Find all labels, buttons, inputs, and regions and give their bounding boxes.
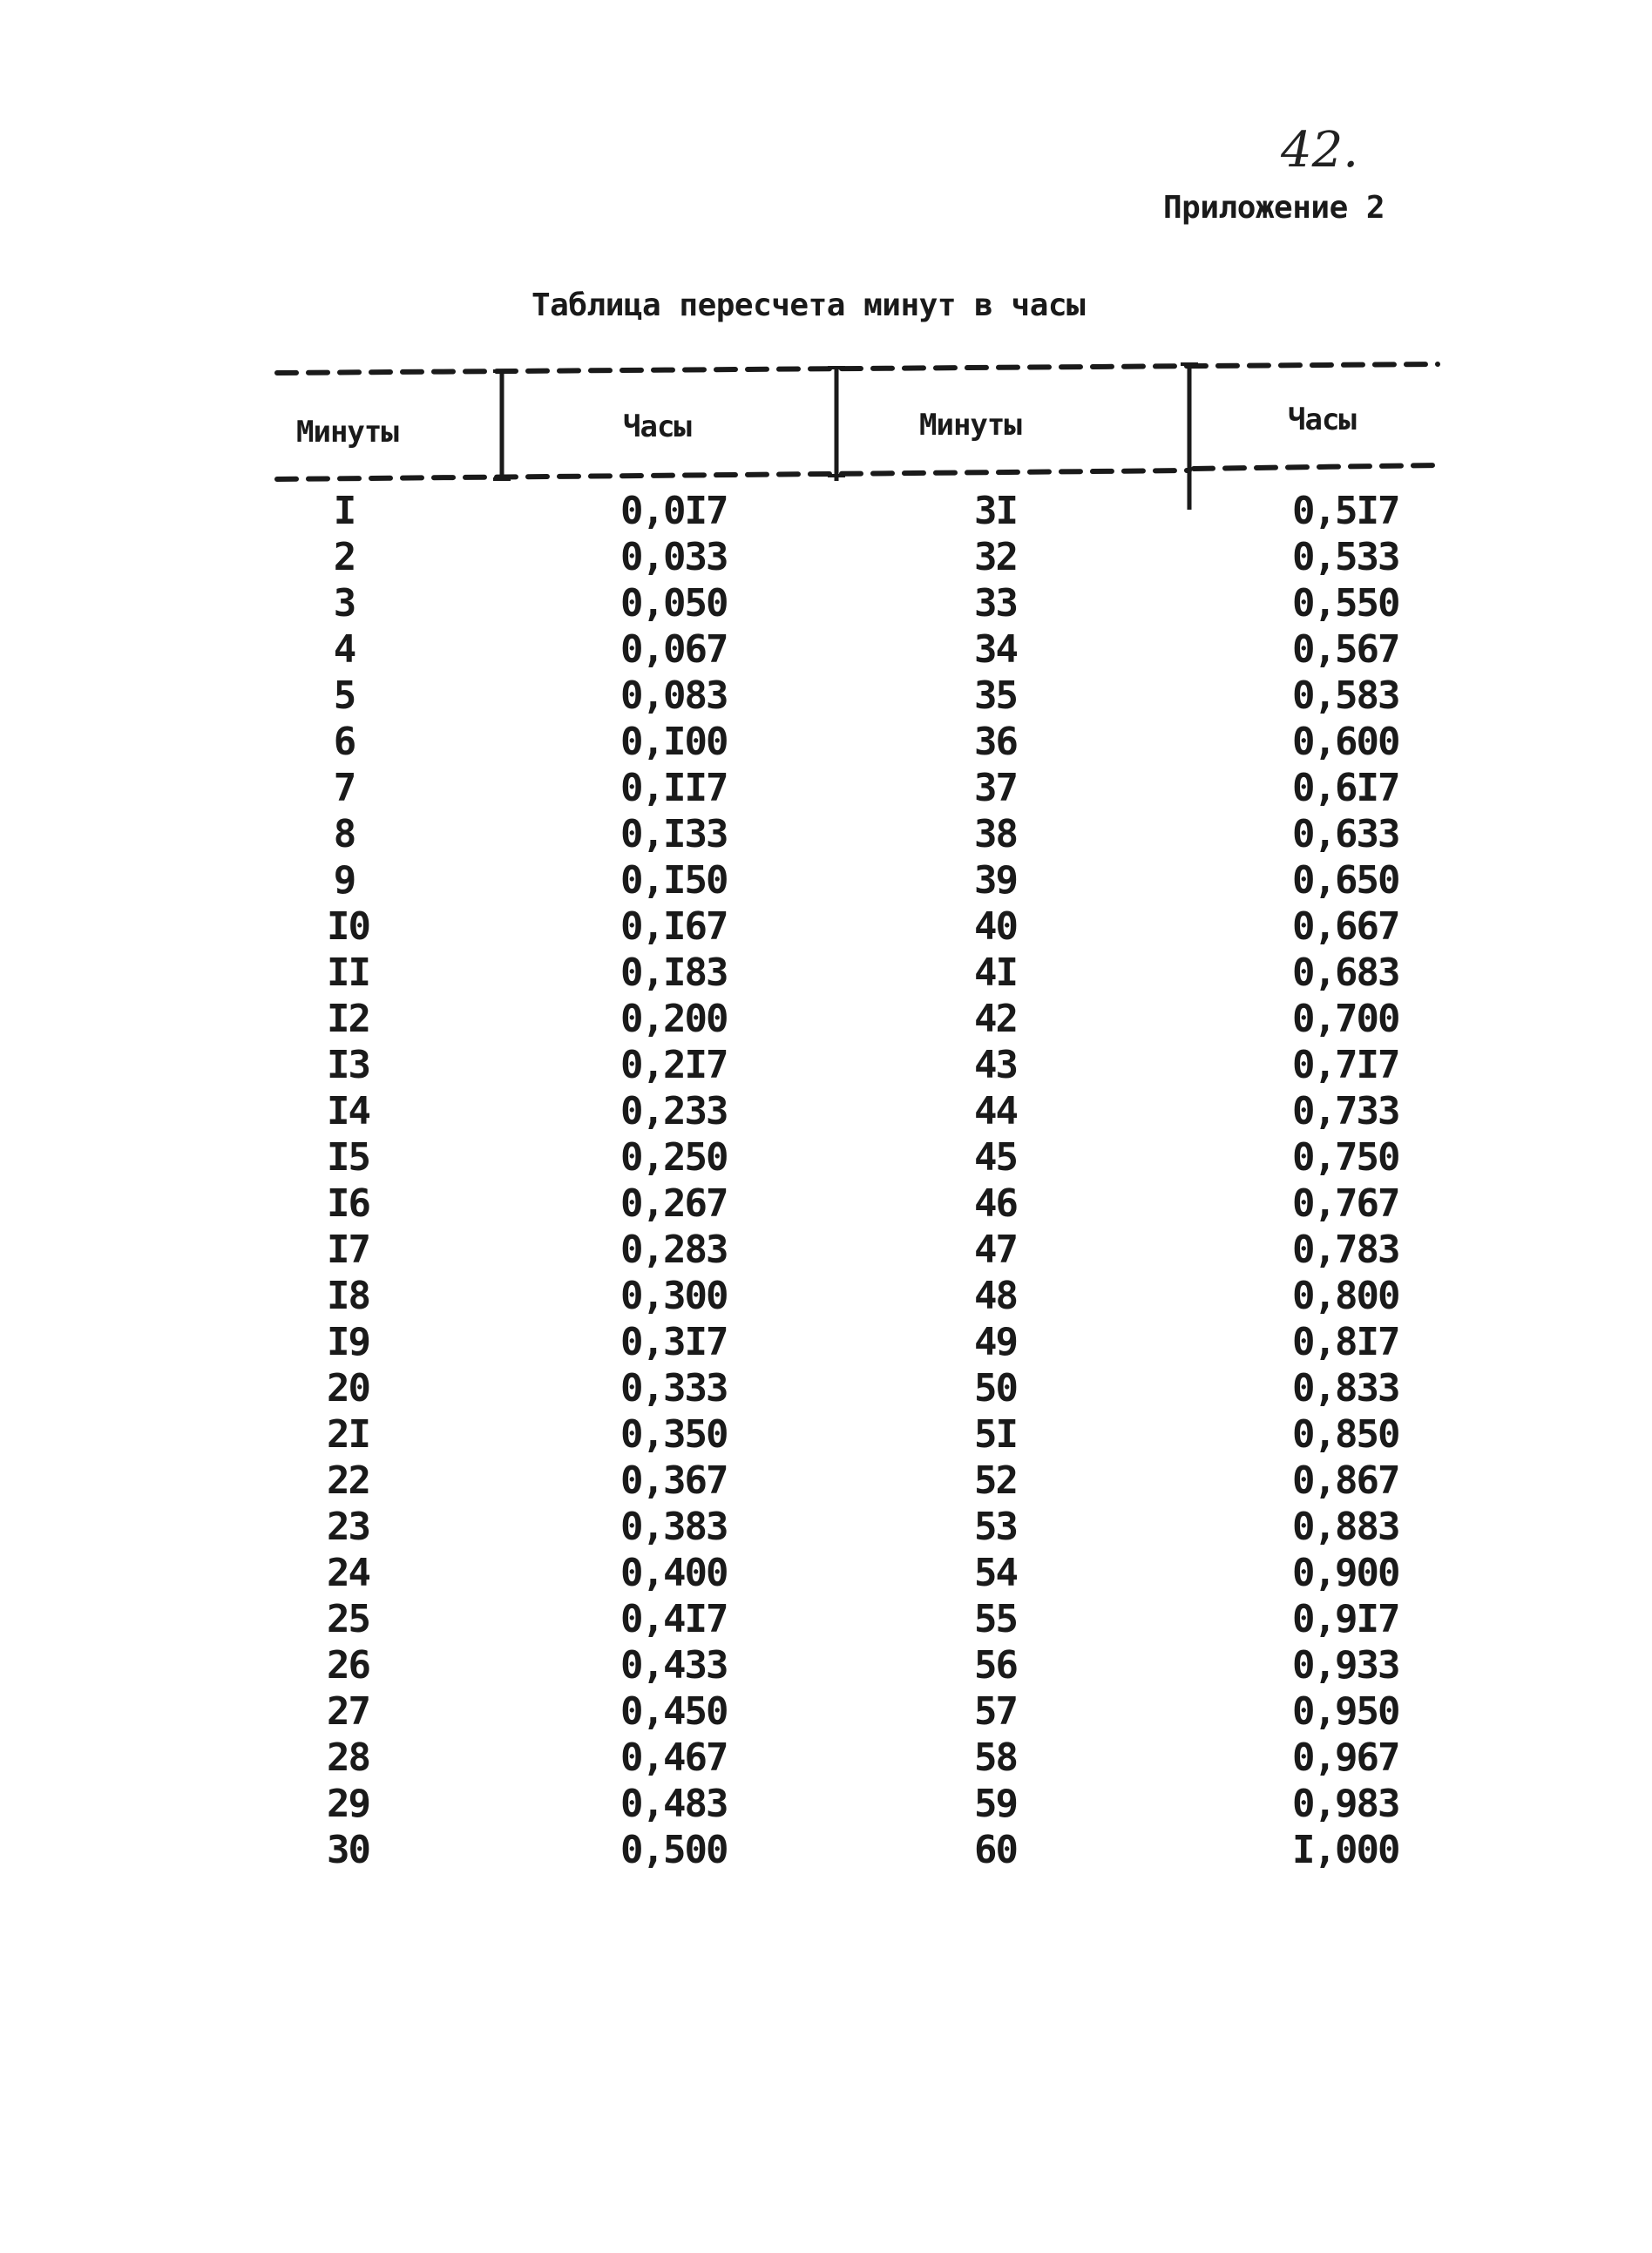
hours-cell: 0,250 bbox=[620, 1135, 728, 1180]
minutes-cell: 5I bbox=[974, 1412, 1017, 1457]
hours-cell: 0,450 bbox=[620, 1689, 728, 1734]
minutes-cell: 4I bbox=[974, 951, 1017, 995]
header-hours-2: Часы bbox=[1288, 403, 1356, 437]
minutes-cell: I bbox=[333, 489, 355, 533]
minutes-cell: 20 bbox=[327, 1366, 369, 1411]
minutes-cell: 2 bbox=[333, 535, 355, 579]
table-row bbox=[0, 950, 1652, 996]
header-bottom-rule-right bbox=[1194, 465, 1438, 469]
hours-cell: I,000 bbox=[1292, 1828, 1399, 1872]
minutes-cell: 30 bbox=[327, 1828, 369, 1872]
minutes-cell: 58 bbox=[974, 1735, 1017, 1780]
hours-cell: 0,833 bbox=[1292, 1366, 1399, 1411]
hours-cell: 0,0I7 bbox=[620, 489, 728, 533]
table-row bbox=[0, 1088, 1652, 1134]
minutes-cell: I0 bbox=[327, 904, 369, 949]
minutes-cell: 3I bbox=[974, 489, 1017, 533]
minutes-cell: 60 bbox=[974, 1828, 1017, 1872]
hours-cell: 0,5I7 bbox=[1292, 489, 1399, 533]
minutes-cell: 6 bbox=[333, 720, 355, 764]
hours-cell: 0,567 bbox=[1292, 627, 1399, 672]
table-row bbox=[0, 719, 1652, 765]
table-row bbox=[0, 996, 1652, 1042]
hours-cell: 0,I00 bbox=[620, 720, 728, 764]
hours-cell: 0,850 bbox=[1292, 1412, 1399, 1457]
header-bottom-rule-left bbox=[277, 470, 1189, 479]
hours-cell: 0,9I7 bbox=[1292, 1597, 1399, 1641]
minutes-cell: 36 bbox=[974, 720, 1017, 764]
minutes-cell: 34 bbox=[974, 627, 1017, 672]
minutes-cell: 50 bbox=[974, 1366, 1017, 1411]
header-hours-1: Часы bbox=[623, 409, 691, 444]
appendix-label: Приложение 2 bbox=[1163, 190, 1385, 226]
table-row bbox=[0, 1642, 1652, 1688]
hours-cell: 0,II7 bbox=[620, 766, 728, 810]
minutes-cell: 44 bbox=[974, 1089, 1017, 1133]
minutes-cell: 33 bbox=[974, 581, 1017, 626]
minutes-cell: 39 bbox=[974, 858, 1017, 903]
hours-cell: 0,050 bbox=[620, 581, 728, 626]
minutes-cell: 8 bbox=[333, 812, 355, 856]
table-row bbox=[0, 1411, 1652, 1458]
hours-cell: 0,933 bbox=[1292, 1643, 1399, 1688]
hours-cell: 0,I33 bbox=[620, 812, 728, 856]
minutes-cell: I4 bbox=[327, 1089, 369, 1133]
minutes-cell: 26 bbox=[327, 1643, 369, 1688]
minutes-cell: I9 bbox=[327, 1320, 369, 1364]
table-row bbox=[0, 1827, 1652, 1873]
minutes-cell: 9 bbox=[333, 858, 355, 903]
hours-cell: 0,033 bbox=[620, 535, 728, 579]
hours-cell: 0,700 bbox=[1292, 997, 1399, 1041]
hours-cell: 0,I83 bbox=[620, 951, 728, 995]
hours-cell: 0,533 bbox=[1292, 535, 1399, 579]
hours-cell: 0,867 bbox=[1292, 1458, 1399, 1503]
table-row bbox=[0, 488, 1652, 534]
minutes-cell: 53 bbox=[974, 1505, 1017, 1549]
hours-cell: 0,300 bbox=[620, 1274, 728, 1318]
table-title: Таблица пересчета минут в часы bbox=[531, 288, 1086, 323]
hours-cell: 0,967 bbox=[1292, 1735, 1399, 1780]
hours-cell: 0,483 bbox=[620, 1782, 728, 1826]
minutes-cell: 4 bbox=[333, 627, 355, 672]
minutes-cell: 32 bbox=[974, 535, 1017, 579]
hours-cell: 0,I50 bbox=[620, 858, 728, 903]
minutes-cell: 47 bbox=[974, 1228, 1017, 1272]
minutes-cell: I5 bbox=[327, 1135, 369, 1180]
table-row bbox=[0, 1596, 1652, 1642]
minutes-cell: 48 bbox=[974, 1274, 1017, 1318]
header-minutes-2: Минуты bbox=[919, 408, 1021, 443]
table-row bbox=[0, 1181, 1652, 1227]
hours-cell: 0,7I7 bbox=[1292, 1043, 1399, 1087]
minutes-cell: 43 bbox=[974, 1043, 1017, 1087]
hours-cell: 0,983 bbox=[1292, 1782, 1399, 1826]
table-row bbox=[0, 1365, 1652, 1411]
table-row bbox=[0, 1458, 1652, 1504]
table-row bbox=[0, 903, 1652, 950]
hours-cell: 0,200 bbox=[620, 997, 728, 1041]
hours-cell: 0,750 bbox=[1292, 1135, 1399, 1180]
hours-cell: 0,433 bbox=[620, 1643, 728, 1688]
minutes-cell: 46 bbox=[974, 1181, 1017, 1226]
minutes-cell: I7 bbox=[327, 1228, 369, 1272]
table-row bbox=[0, 1504, 1652, 1550]
hours-cell: 0,683 bbox=[1292, 951, 1399, 995]
minutes-cell: 23 bbox=[327, 1505, 369, 1549]
table-row bbox=[0, 1735, 1652, 1781]
hours-cell: 0,800 bbox=[1292, 1274, 1399, 1318]
table-row bbox=[0, 534, 1652, 580]
hours-cell: 0,383 bbox=[620, 1505, 728, 1549]
hours-cell: 0,400 bbox=[620, 1551, 728, 1595]
hours-cell: 0,583 bbox=[1292, 673, 1399, 718]
table-row bbox=[0, 1550, 1652, 1596]
minutes-cell: 35 bbox=[974, 673, 1017, 718]
minutes-cell: 22 bbox=[327, 1458, 369, 1503]
minutes-cell: II bbox=[327, 951, 369, 995]
hours-cell: 0,467 bbox=[620, 1735, 728, 1780]
table-row bbox=[0, 1273, 1652, 1319]
hours-cell: 0,267 bbox=[620, 1181, 728, 1226]
hours-cell: 0,3I7 bbox=[620, 1320, 728, 1364]
minutes-cell: 55 bbox=[974, 1597, 1017, 1641]
minutes-cell: 24 bbox=[327, 1551, 369, 1595]
table-row bbox=[0, 811, 1652, 857]
hours-cell: 0,233 bbox=[620, 1089, 728, 1133]
minutes-cell: 59 bbox=[974, 1782, 1017, 1826]
minutes-cell: 56 bbox=[974, 1643, 1017, 1688]
hours-cell: 0,767 bbox=[1292, 1181, 1399, 1226]
minutes-cell: I6 bbox=[327, 1181, 369, 1226]
table-row bbox=[0, 1134, 1652, 1181]
hours-cell: 0,550 bbox=[1292, 581, 1399, 626]
table-row bbox=[0, 580, 1652, 626]
hours-cell: 0,367 bbox=[620, 1458, 728, 1503]
minutes-cell: 40 bbox=[974, 904, 1017, 949]
hours-cell: 0,283 bbox=[620, 1228, 728, 1272]
hours-cell: 0,650 bbox=[1292, 858, 1399, 903]
minutes-cell: 57 bbox=[974, 1689, 1017, 1734]
hours-cell: 0,600 bbox=[1292, 720, 1399, 764]
hours-cell: 0,083 bbox=[620, 673, 728, 718]
minutes-cell: 49 bbox=[974, 1320, 1017, 1364]
hours-cell: 0,067 bbox=[620, 627, 728, 672]
hours-cell: 0,333 bbox=[620, 1366, 728, 1411]
minutes-cell: 54 bbox=[974, 1551, 1017, 1595]
hours-cell: 0,667 bbox=[1292, 904, 1399, 949]
minutes-cell: 25 bbox=[327, 1597, 369, 1641]
hours-cell: 0,900 bbox=[1292, 1551, 1399, 1595]
table-row bbox=[0, 1688, 1652, 1735]
hours-cell: 0,733 bbox=[1292, 1089, 1399, 1133]
hours-cell: 0,4I7 bbox=[620, 1597, 728, 1641]
table-row bbox=[0, 1042, 1652, 1088]
hours-cell: 0,I67 bbox=[620, 904, 728, 949]
minutes-cell: 37 bbox=[974, 766, 1017, 810]
minutes-cell: 7 bbox=[333, 766, 355, 810]
table-row bbox=[0, 1781, 1652, 1827]
hours-cell: 0,950 bbox=[1292, 1689, 1399, 1734]
hours-cell: 0,883 bbox=[1292, 1505, 1399, 1549]
minutes-cell: I2 bbox=[327, 997, 369, 1041]
table-row bbox=[0, 857, 1652, 903]
minutes-cell: 29 bbox=[327, 1782, 369, 1826]
minutes-cell: 45 bbox=[974, 1135, 1017, 1180]
minutes-cell: I8 bbox=[327, 1274, 369, 1318]
hours-cell: 0,8I7 bbox=[1292, 1320, 1399, 1364]
minutes-cell: 27 bbox=[327, 1689, 369, 1734]
minutes-cell: 42 bbox=[974, 997, 1017, 1041]
minutes-cell: 2I bbox=[327, 1412, 369, 1457]
minutes-cell: 38 bbox=[974, 812, 1017, 856]
hours-cell: 0,783 bbox=[1292, 1228, 1399, 1272]
table-row bbox=[0, 765, 1652, 811]
table-top-rule bbox=[277, 364, 1438, 373]
minutes-cell: 3 bbox=[333, 581, 355, 626]
table-row bbox=[0, 673, 1652, 719]
page-number: 42. bbox=[1281, 122, 1359, 179]
table-row bbox=[0, 1227, 1652, 1273]
hours-cell: 0,350 bbox=[620, 1412, 728, 1457]
table-body bbox=[0, 488, 1652, 1873]
hours-cell: 0,6I7 bbox=[1292, 766, 1399, 810]
hours-cell: 0,633 bbox=[1292, 812, 1399, 856]
hours-cell: 0,500 bbox=[620, 1828, 728, 1872]
hours-cell: 0,2I7 bbox=[620, 1043, 728, 1087]
table-row bbox=[0, 626, 1652, 673]
minutes-cell: 52 bbox=[974, 1458, 1017, 1503]
minutes-cell: I3 bbox=[327, 1043, 369, 1087]
minutes-cell: 28 bbox=[327, 1735, 369, 1780]
table-row bbox=[0, 1319, 1652, 1365]
header-minutes-1: Минуты bbox=[296, 415, 398, 450]
minutes-cell: 5 bbox=[333, 673, 355, 718]
